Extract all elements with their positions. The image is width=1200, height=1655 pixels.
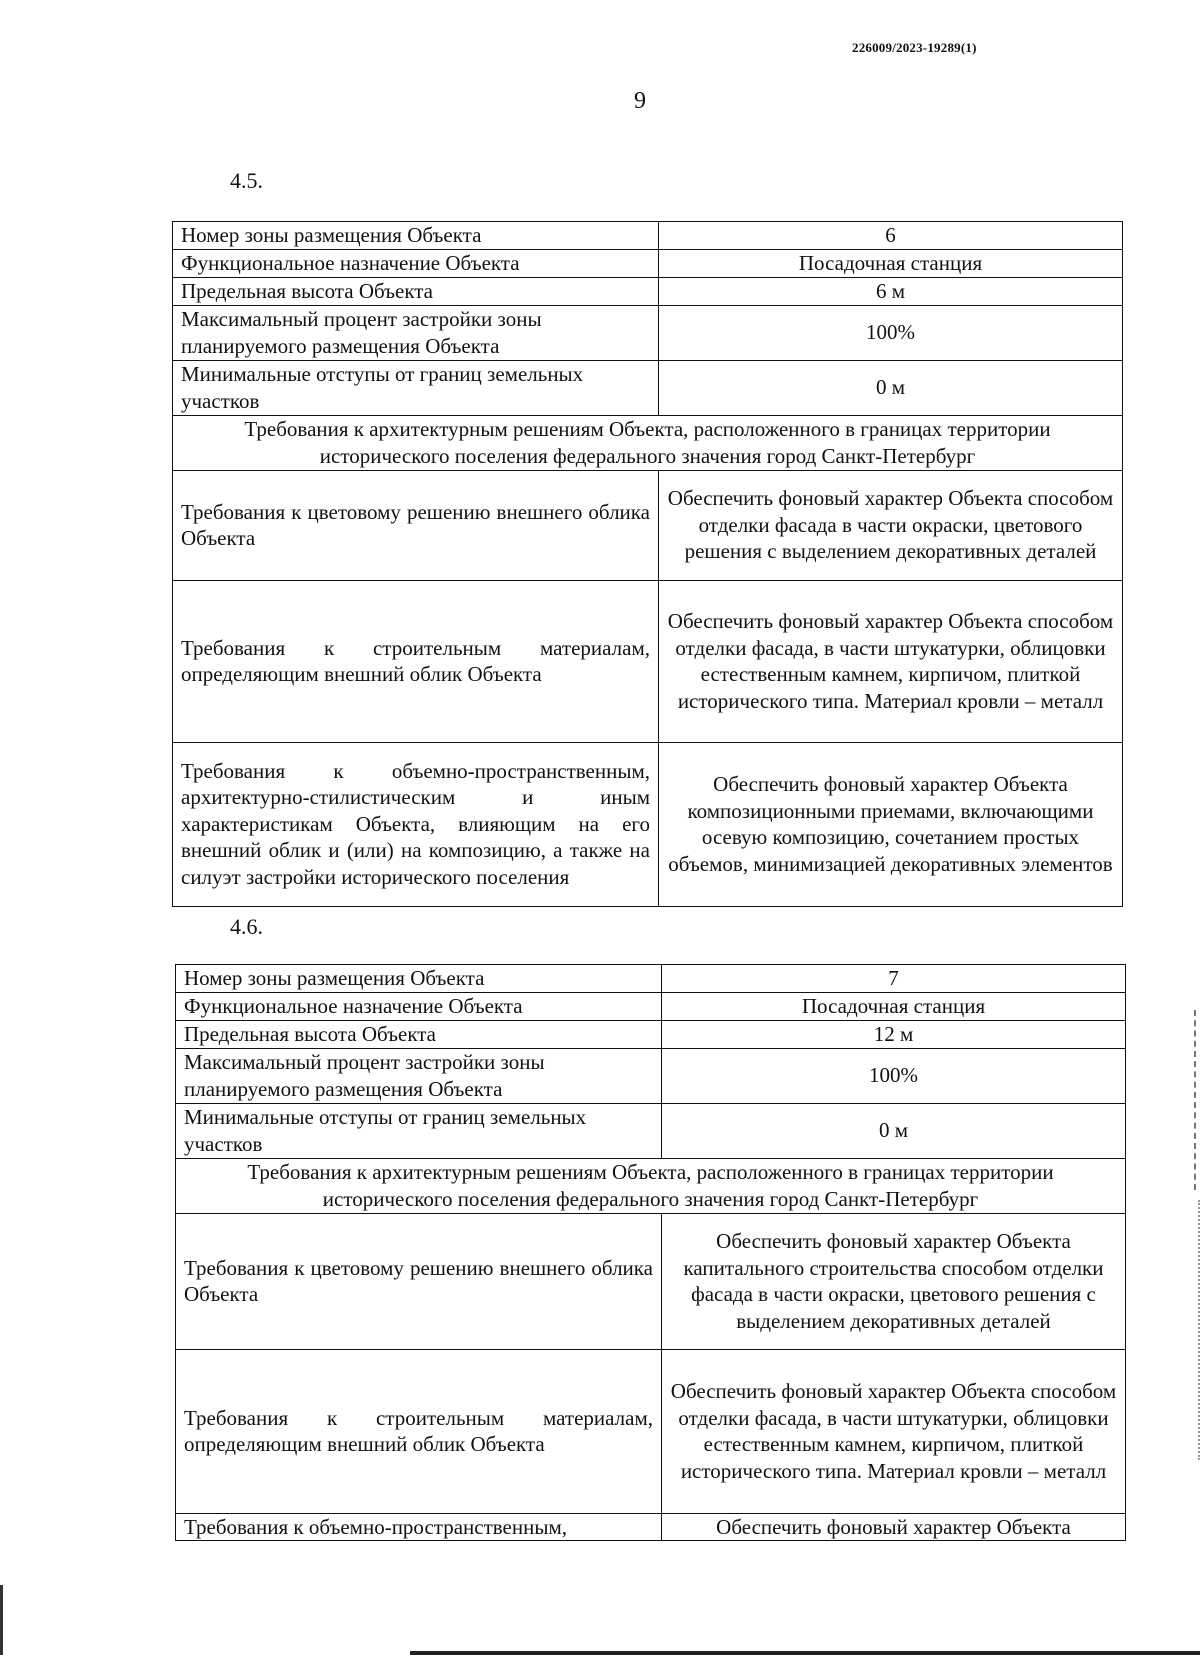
requirement-label: Требования к цветовому решению внешнего облика Объекта	[173, 470, 659, 580]
page-number: 9	[634, 88, 646, 114]
row-value: 100%	[662, 1048, 1126, 1103]
row-value: 0 м	[659, 360, 1123, 415]
row-value: 12 м	[662, 1020, 1126, 1048]
section-number: 4.6.	[230, 914, 263, 939]
table-row	[173, 360, 1123, 415]
table-row	[173, 415, 1123, 470]
table-row	[176, 1513, 1126, 1541]
row-label: Номер зоны размещения Объекта	[176, 965, 662, 993]
row-label: Функциональное назначение Объекта	[173, 249, 659, 277]
row-label: Предельная высота Объекта	[176, 1020, 662, 1048]
requirement-label: Требования к объемно-пространственным, архитектурно-стилистическим и иным характеристикам Объекта, влияющим на его внешний облик и (или) на композицию, а также на силуэт застройки исторического поселения	[173, 742, 659, 906]
requirements-header: Требования к архитектурным решениям Объекта, расположенного в границах территории исторического поселения федерального значения город Санкт-Петербург	[176, 1158, 1126, 1213]
requirement-label: Требования к объемно-пространственным,	[176, 1513, 662, 1541]
row-value: 0 м	[662, 1103, 1126, 1158]
table-row	[176, 965, 1126, 993]
row-value: 7	[662, 965, 1126, 993]
table-row	[173, 305, 1123, 360]
row-label: Минимальные отступы от границ земельных участков	[176, 1103, 662, 1158]
row-label: Номер зоны размещения Объекта	[173, 222, 659, 250]
requirements-table-4-6	[175, 964, 1126, 1541]
row-value: 100%	[659, 305, 1123, 360]
table-row	[176, 1020, 1126, 1048]
table-row	[173, 277, 1123, 305]
requirement-value: Обеспечить фоновый характер Объекта капитального строительства способом отделки фасада в части окраски, цветового решения с выделением декоративных деталей	[662, 1213, 1126, 1349]
row-value: Посадочная станция	[662, 992, 1126, 1020]
table-row	[173, 249, 1123, 277]
requirement-label: Требования к строительным материалам, определяющим внешний облик Объекта	[176, 1349, 662, 1513]
table-row	[173, 470, 1123, 580]
requirement-value: Обеспечить фоновый характер Объекта композиционными приемами, включающими осевую композицию, сочетанием простых объемов, минимизацией декоративных элементов	[659, 742, 1123, 906]
row-label: Функциональное назначение Объекта	[176, 992, 662, 1020]
requirement-value: Обеспечить фоновый характер Объекта способом отделки фасада в части окраски, цветового решения с выделением декоративных деталей	[659, 470, 1123, 580]
table-row	[176, 1158, 1126, 1213]
table-row	[173, 580, 1123, 742]
table-row	[176, 1048, 1126, 1103]
scan-artifact	[1195, 1200, 1200, 1460]
table-row	[176, 992, 1126, 1020]
requirement-value: Обеспечить фоновый характер Объекта способом отделки фасада, в части штукатурки, облицовки естественным камнем, кирпичом, плиткой исторического типа. Материал кровли – металл	[659, 580, 1123, 742]
requirement-label: Требования к строительным материалам, определяющим внешний облик Объекта	[173, 580, 659, 742]
row-label: Максимальный процент застройки зоны планируемого размещения Объекта	[176, 1048, 662, 1103]
table-row	[176, 1103, 1126, 1158]
row-value: 6	[659, 222, 1123, 250]
requirements-header: Требования к архитектурным решениям Объекта, расположенного в границах территории исторического поселения федерального значения город Санкт-Петербург	[173, 415, 1123, 470]
table-row	[173, 222, 1123, 250]
document-id: 226009/2023-19289(1)	[852, 40, 977, 55]
row-value: 6 м	[659, 277, 1123, 305]
scan-artifact	[410, 1651, 1200, 1655]
requirement-label: Требования к цветовому решению внешнего облика Объекта	[176, 1213, 662, 1349]
requirement-value: Обеспечить фоновый характер Объекта способом отделки фасада, в части штукатурки, облицовки естественным камнем, кирпичом, плиткой исторического типа. Материал кровли – металл	[662, 1349, 1126, 1513]
table-row	[173, 742, 1123, 906]
scan-artifact	[1192, 1010, 1196, 1190]
requirement-value: Обеспечить фоновый характер Объекта	[662, 1513, 1126, 1541]
row-label: Предельная высота Объекта	[173, 277, 659, 305]
section-number: 4.5.	[230, 168, 263, 193]
row-label: Минимальные отступы от границ земельных участков	[173, 360, 659, 415]
table-row	[176, 1349, 1126, 1513]
row-label: Максимальный процент застройки зоны планируемого размещения Объекта	[173, 305, 659, 360]
requirements-table-4-5	[172, 221, 1123, 907]
table-row	[176, 1213, 1126, 1349]
row-value: Посадочная станция	[659, 249, 1123, 277]
scan-artifact	[0, 1585, 3, 1655]
